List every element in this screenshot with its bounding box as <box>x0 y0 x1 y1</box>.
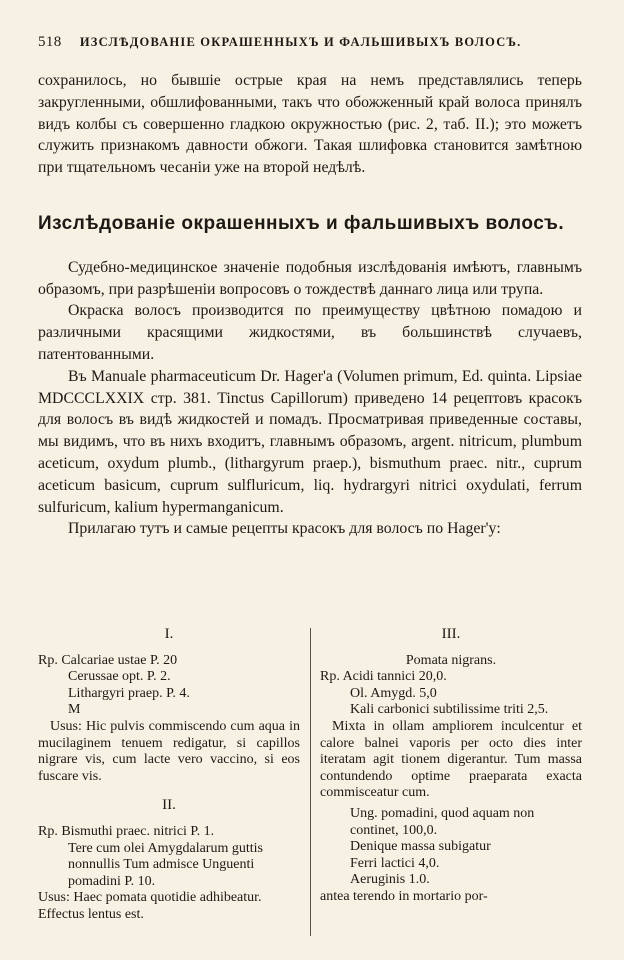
paragraph-recipes-intro: Прилагаю тутъ и самые рецепты красокъ для волосъ по Hager'y: <box>68 520 501 538</box>
recipe-line: Denique massa subigatur <box>350 839 491 855</box>
recipe-method: Mixta in ollam ampliorem inculcentur et calore balnei vaporis per octo dies inter iteratam agit tionem digerantur. Tum massa contundendo optime praeparata exacta commisceatur cum. <box>320 718 582 801</box>
column-divider <box>310 628 311 936</box>
paragraph-hager: Въ Manuale pharmaceuticum Dr. Hager'a (Volumen primum, Ed. quinta. Lipsiae MDCCCLXXIX стр. 381. Tinctus Capillorum) приведено 14 рецептовъ красокъ для волосъ въ видѣ жидкостей и помадъ. Просматривая приведенные составы, мы видимъ, что въ нихъ входитъ, главнымъ образомъ, argent. nitricum, plumbum aceticum, oxydum plumb., (lithargyrum praep.), bismuthum praec. nitr., cuprum aceticum basicum, cuprum sulfluricum, liq. hydrargyri nitrici oxydulati, ferrum sulfuricum, kalium hypermanganicum. <box>38 367 582 516</box>
recipe-line: Cerussae opt. P. 2. <box>68 669 171 685</box>
recipe-line: Rp. Acidi tannici 20,0. <box>320 669 447 685</box>
recipes-left-column <box>38 626 300 924</box>
recipe-line: Aeruginis 1.0. <box>350 872 430 888</box>
recipe-heading-1: I. <box>164 626 174 642</box>
recipe-line: Kali carbonici subtilissime triti 2,5. <box>350 702 549 718</box>
recipe-line: Ung. pomadini, quod aquam non continet, 100,0. <box>350 805 535 838</box>
paragraph-coloring: Окраска волосъ производится по преимуществу цвѣтною помадою и различными красящими жидкостями, въ большинствѣ случаевъ, патентованными. <box>38 302 582 363</box>
recipe-line: Ol. Amygd. 5,0 <box>350 685 437 701</box>
recipe-line: Lithargyri praep. P. 4. <box>68 685 190 701</box>
intro-paragraph: сохранилось, но бывшіе острые края на немъ представлялись теперь закругленными, обшлифованными, такъ что обожженный край волоса принялъ видъ колбы съ совершенно гладкою окружностью (рис. 2, таб. II.); это можетъ служить признакомъ давности обжоги. Такая шлифовка становится замѣтною при тщательномъ чесаніи уже на второй недѣлѣ. <box>38 72 582 177</box>
recipe-title: Pomata nigrans. <box>405 652 497 668</box>
recipe-heading-3: III. <box>441 626 461 642</box>
recipe-line: Ferri lactici 4,0. <box>350 855 440 871</box>
page-number: 518 <box>38 34 62 50</box>
recipe-line: Rp. Calcariae ustae P. 20 <box>38 652 178 668</box>
section-title: Изслѣдованіе окрашенныхъ и фальшивыхъ волосъ. <box>38 212 565 234</box>
recipe-usage: Usus: Hic pulvis commiscendo cum aqua in mucilaginem tenuem redigatur, si capillos nigrare vis, cum lacte vero vaccino, si eos fuscare vis. <box>38 718 300 784</box>
main-text <box>38 70 582 540</box>
recipe-line: antea terendo in mortario por- <box>320 888 488 904</box>
recipes-block <box>38 626 586 941</box>
paragraph-significance: Судебно-медицинское значеніе подобныя изслѣдованія имѣютъ, главнымъ образомъ, при разрѣшеніи вопросовъ о тождествѣ даннаго лица или трупа. <box>38 258 582 298</box>
recipes-right-column <box>320 626 582 906</box>
running-title: ИЗСЛѢДОВАНІЕ ОКРАШЕННЫХЪ И ФАЛЬШИВЫХЪ ВОЛОСЪ. <box>79 35 522 49</box>
running-head <box>38 34 598 51</box>
recipe-line: Rp. Bismuthi praec. nitrici P. 1. <box>38 823 215 839</box>
recipe-usage: Usus: Haec pomata quotidie adhibeatur. Effectus lentus est. <box>38 890 262 922</box>
recipe-heading-2: II. <box>162 797 176 814</box>
recipe-line: Tere cum olei Amygdalarum guttis nonnullis Tum admisce Unguenti pomadini P. 10. <box>68 840 263 889</box>
recipe-line: M <box>68 702 81 718</box>
